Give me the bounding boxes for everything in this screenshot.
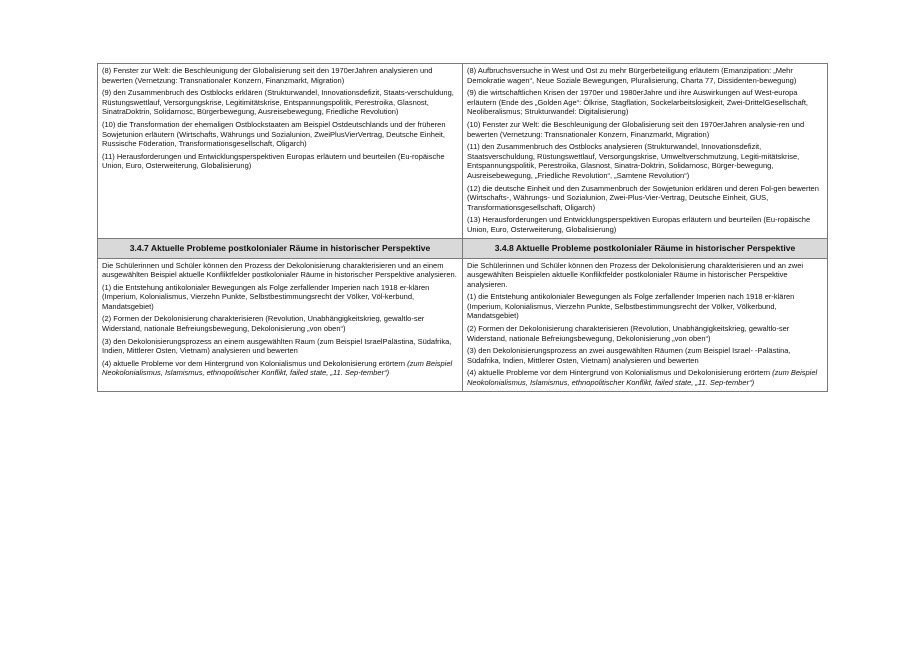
item-paragraph: (1) die Entstehung antikolonialer Bewegungen als Folge zerfallender Imperien nach 1918 er-klären (Imperium, Kolonialismus, Vierzehn Punkte, Selbstbestimmungsrecht der Völker, Völ-kerbund, Mandatsgebiet) [102, 282, 430, 311]
document-page [97, 63, 827, 392]
item-paragraph: (8) Fenster zur Welt: die Beschleunigung der Globalisierung seit den 1970erJahren analysieren und bewerten (Vernetzung: Transnationaler Konzern, Finanzmarkt, Migration) [102, 66, 433, 85]
item-paragraph [467, 368, 823, 387]
cell-left-competencies [98, 64, 463, 239]
item-paragraph: (8) Aufbruchsversuche in West und Ost zu mehr Bürgerbeteiligung erläutern (Emanzipation: „Mehr Demokratie wagen“, Neue Soziale Bewegungen, Pluralisierung, Charta 77, Dissidenten-bewegung) [467, 66, 797, 85]
item-examples-text: (zum Beispiel Neokolonialismus, Islamismus, ethnopolitischer Konflikt, failed state, „11. Sep-tember“) [467, 368, 818, 388]
item-paragraph: (13) Herausforderungen und Entwicklungsperspektiven Europas erläutern und beurteilen (Eu-ropäische Union, Euro, Osterweiterung, Globalisierung) [467, 215, 811, 234]
item-paragraph: (1) die Entstehung antikolonialer Bewegungen als Folge zerfallender Imperien nach 1918 er-klären (Imperium, Kolonialismus, Vierzehn Punkte, Selbstbestimmungsrecht der Völker, Völkerbund, Mandatsgebiet) [467, 292, 795, 321]
item-paragraph: (12) die deutsche Einheit und den Zusammenbruch der Sowjetunion erklären und deren Fol-gen bewerten (Wirtschafts-, Währungs- und Sozialunion, Zwei-Plus-Vier-Vertrag, Deutsche Einheit, GUS, Transformationsgesellschaft, Oligarch) [467, 183, 819, 212]
item-paragraph: (3) den Dekolonisierungsprozess an zwei ausgewählten Räumen (zum Beispiel Israel- -Palästina, Südafrika, Indien, Mittlerer Osten, Vietnam) analysieren und bewerten [467, 346, 791, 365]
section-header-right: 3.4.8 Aktuelle Probleme postkolonialer Räume in historischer Perspektive [463, 238, 828, 258]
cell-right-competencies [463, 64, 828, 239]
item-lead-text: (4) aktuelle Probleme vor dem Hintergrund von Kolonialismus und Dekolonisierung erörtern [102, 358, 408, 368]
section-header-left: 3.4.7 Aktuelle Probleme postkolonialer Räume in historischer Perspektive [98, 238, 463, 258]
item-paragraph: (11) den Zusammenbruch des Ostblocks analysieren (Strukturwandel, Innovationsdefizit, Staatsverschuldung, Rüstungswettlauf, Versorgungskrise, Umweltverschmutzung, Legiti-mitätskrise, Entspannungspolitik, Perestroika, Glasnost, Sinatra-Doktrin, Solidarnosc, Bürger-bewegung, Ausreisebewegung, „Friedliche Revolution“, „Samtene Revolution“) [467, 142, 800, 180]
table-row-competencies [98, 64, 828, 239]
intro-paragraph: Die Schülerinnen und Schüler können den Prozess der Dekolonisierung charakterisieren und an einem ausgewählten Beispiel aktuelle Konfliktfelder postkolonialer Räume in historischer Perspektive analysieren. [102, 260, 457, 280]
table-row-headers [98, 238, 828, 258]
item-paragraph: (9) die wirtschaftlichen Krisen der 1970er und 1980erJahre und ihre Auswirkungen auf West-europa erläutern (Ende des „Golden Age“: Ölkrise, Stagflation, Sockelarbeitslosigkeit, Zwei-DrittelGesellschaft, Neoliberalismus; Strukturwandel: Digitalisierung) [467, 88, 808, 117]
item-paragraph: (11) Herausforderungen und Entwicklungsperspektiven Europas erläutern und beurteilen (Eu-ropäische Union, Euro, Osterweiterung, Globalisierung) [102, 151, 445, 171]
item-paragraph [102, 359, 458, 378]
item-paragraph: (2) Formen der Dekolonisierung charakterisieren (Revolution, Unabhängigkeitskrieg, gewaltlo-ser Widerstand, nationale Befreiungsbewegung, Dekolonisierung „von oben“) [102, 314, 425, 334]
item-paragraph: (10) die Transformation der ehemaligen Ostblockstaaten am Beispiel Ostdeutschlands und der früheren Sowjetunion erläutern (Wirtschafts, Währungs und Sozialunion, ZweiPlusVierVertrag, Deutsche Einheit, Russische Föderation, Transformationsgesellschaft, Oligarch) [102, 119, 446, 149]
item-paragraph: (3) den Dekolonisierungsprozess an einem ausgewählten Raum (zum Beispiel IsraelPalästina, Südafrika, Indien, Mittlerer Osten, Vietnam) analysieren und bewerten [102, 336, 452, 356]
curriculum-table [97, 63, 828, 392]
item-lead-text: (4) aktuelle Probleme vor dem Hintergrund von Kolonialismus und Dekolonisierung erörtern [467, 368, 773, 378]
item-examples-text: (zum Beispiel Neokolonialismus, Islamismus, ethnopolitischer Konflikt, failed state, „11. Sep-tember“) [102, 358, 453, 378]
cell-left-decolonization [98, 258, 463, 391]
intro-paragraph: Die Schülerinnen und Schüler können den Prozess der Dekolonisierung charakterisieren und an zwei ausgewählten Beispielen aktuelle Konfliktfelder postkolonialer Räume in historischer Perspektive analysieren. [467, 260, 804, 289]
item-paragraph: (2) Formen der Dekolonisierung charakterisieren (Revolution, Unabhängigkeitskrieg, gewaltlo-ser Widerstand, nationale Befreiungsbewegung, Dekolonisierung „von oben“) [467, 324, 790, 343]
cell-right-decolonization [463, 258, 828, 391]
item-paragraph: (9) den Zusammenbruch des Ostblocks erklären (Strukturwandel, Innovationsdefizit, Staats-verschuldung, Rüstungswettlauf, Versorgungskrise, Legitimitätskrise, Entspannungspolitik, Perestroika, Glasnost, SinatraDoktrin, Solidarnosc, Bürgerbewegung, Ausreisebewegung, Friedliche Revolution) [102, 88, 454, 117]
item-paragraph: (10) Fenster zur Welt: die Beschleunigung der Globalisierung seit den 1970erJahren analysie-ren und bewerten (Vernetzung: Transnationaler Konzern, Finanzmarkt, Migration) [467, 119, 805, 139]
table-row-decolonization [98, 258, 828, 391]
